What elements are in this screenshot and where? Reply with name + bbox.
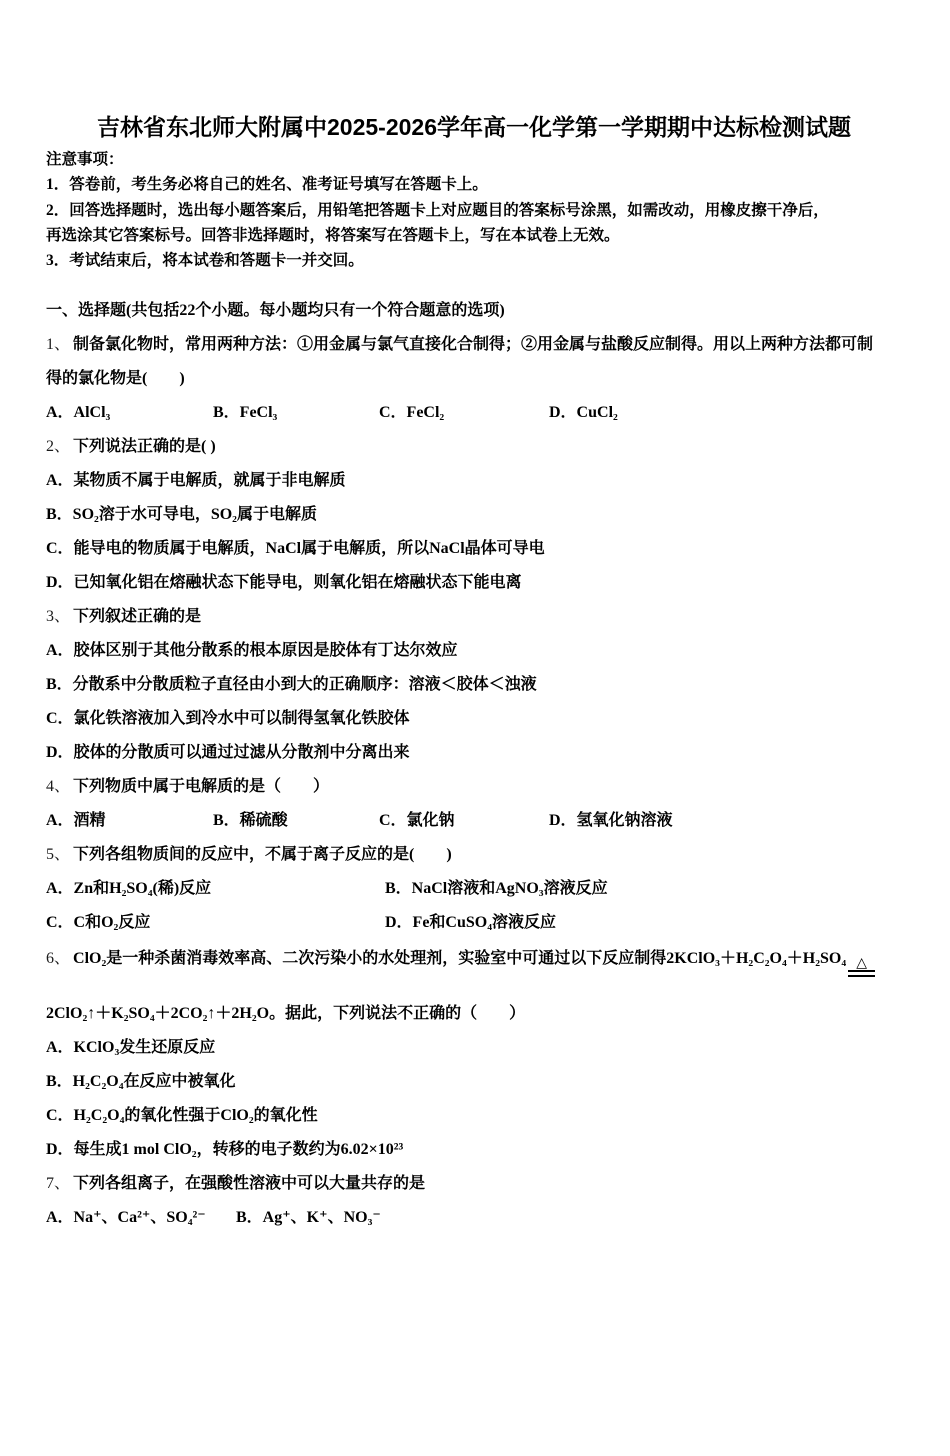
q7-options-row bbox=[46, 1201, 902, 1235]
q2-option-a bbox=[46, 464, 902, 498]
double-equals-line bbox=[848, 970, 875, 977]
q7-stem-text: 下列各组离子，在强酸性溶液中可以大量共存的是 bbox=[73, 1175, 426, 1193]
heating-delta-icon: △ bbox=[856, 956, 868, 972]
q3-option-d bbox=[46, 736, 902, 770]
q3-stem bbox=[46, 600, 902, 634]
q6-option-c-text: C．H₂C₂O₄的氧化性强于ClO₂的氧化性 bbox=[46, 1107, 318, 1125]
q4-stem bbox=[46, 770, 902, 804]
notice-item-2-line1: 2．回答选择题时，选出每小题答案后，用铅笔把答题卡上对应题目的答案标号涂黑，如需改动，用橡皮擦干净后， bbox=[46, 201, 829, 219]
q5-option-c: C．C和O₂反应 bbox=[46, 914, 151, 932]
q6-stem-text-line2: 2ClO₂↑＋K₂SO₄＋2CO₂↑＋2H₂O。据此，下列说法不正确的（ ） bbox=[46, 1005, 526, 1023]
q2-option-a-text: A．某物质不属于电解质，就属于非电解质 bbox=[46, 472, 346, 490]
q5-option-b: B．NaCl溶液和AgNO₃溶液反应 bbox=[385, 880, 608, 898]
q1-option-d: D．CuCl₂ bbox=[549, 404, 618, 422]
q4-option-d: D．氢氧化钠溶液 bbox=[549, 812, 673, 830]
q2-number: 2、 bbox=[46, 438, 71, 456]
q5-options-row-1 bbox=[46, 872, 902, 906]
q3-option-c-text: C．氯化铁溶液加入到冷水中可以制得氢氧化铁胶体 bbox=[46, 710, 410, 728]
notice-item-3: 3．考试结束后，将本试卷和答题卡一并交回。 bbox=[46, 252, 364, 270]
q6-option-b-text: B．H₂C₂O₄在反应中被氧化 bbox=[46, 1073, 236, 1091]
q2-option-d bbox=[46, 566, 902, 600]
q4-number: 4、 bbox=[46, 778, 71, 796]
q3-option-a bbox=[46, 634, 902, 668]
q3-option-a-text: A．胶体区别于其他分散系的根本原因是胶体有丁达尔效应 bbox=[46, 642, 458, 660]
q5-options-row-2 bbox=[46, 906, 902, 940]
notice-item-1: 1．答卷前，考生务必将自己的姓名、准考证号填写在答题卡上。 bbox=[46, 176, 488, 194]
q3-option-d-text: D．胶体的分散质可以通过过滤从分散剂中分离出来 bbox=[46, 744, 410, 762]
q6-option-a-text: A．KClO₃发生还原反应 bbox=[46, 1039, 216, 1057]
q4-option-c: C．氯化钠 bbox=[379, 812, 455, 830]
q1-option-c: C．FeCl₂ bbox=[379, 404, 445, 422]
q6-option-c bbox=[46, 1099, 902, 1133]
q3-number: 3、 bbox=[46, 608, 71, 626]
exam-page bbox=[0, 112, 950, 1235]
q2-option-c-text: C．能导电的物质属于电解质，NaCl属于电解质，所以NaCl晶体可导电 bbox=[46, 540, 545, 558]
q7-number: 7、 bbox=[46, 1175, 71, 1193]
section-1-heading: 一、选择题(共包括22个小题。每小题均只有一个符合题意的选项) bbox=[46, 302, 505, 320]
q7-option-b: B．Ag⁺、K⁺、NO₃⁻ bbox=[236, 1209, 381, 1227]
q2-option-d-text: D．已知氧化铝在熔融状态下能导电，则氧化铝在熔融状态下能电离 bbox=[46, 574, 522, 592]
q2-option-b-text: B．SO₂溶于水可导电，SO₂属于电解质 bbox=[46, 506, 317, 524]
q5-number: 5、 bbox=[46, 846, 71, 864]
q5-stem-text: 下列各组物质间的反应中，不属于离子反应的是( ) bbox=[73, 846, 452, 864]
q3-option-b-text: B．分散系中分散质粒子直径由小到大的正确顺序：溶液＜胶体＜浊液 bbox=[46, 676, 537, 694]
q4-stem-text: 下列物质中属于电解质的是（ ） bbox=[73, 778, 330, 796]
q3-option-c bbox=[46, 702, 902, 736]
q1-number: 1、 bbox=[46, 336, 71, 354]
q3-stem-text: 下列叙述正确的是 bbox=[73, 608, 202, 626]
q5-stem bbox=[46, 838, 902, 872]
q1-options-row bbox=[46, 396, 902, 430]
q6-option-d-text: D．每生成1 mol ClO₂，转移的电子数约为6.02×10²³ bbox=[46, 1141, 404, 1159]
q6-option-a bbox=[46, 1031, 902, 1065]
notice-heading: 注意事项： bbox=[46, 151, 124, 168]
q4-option-b: B．稀硫酸 bbox=[213, 812, 288, 830]
heating-condition-symbol bbox=[848, 957, 875, 977]
page-title: 吉林省东北师大附属中2025-2026学年高一化学第一学期期中达标检测试题 bbox=[97, 114, 851, 140]
q6-stem-text-line1: ClO₂是一种杀菌消毒效率高、二次污染小的水处理剂，实验室中可通过以下反应制得2KClO₃＋H₂C₂O₄＋H₂SO₄ bbox=[73, 950, 847, 968]
q7-stem bbox=[46, 1167, 902, 1201]
q2-stem bbox=[46, 430, 902, 464]
q7-option-a: A．Na⁺、Ca²⁺、SO₄²⁻ bbox=[46, 1209, 206, 1227]
q5-option-a: A．Zn和H₂SO₄(稀)反应 bbox=[46, 880, 212, 898]
q1-stem-line1 bbox=[46, 328, 902, 362]
q1-stem-line2 bbox=[46, 362, 902, 396]
q1-option-a: A．AlCl₃ bbox=[46, 404, 111, 422]
q5-option-d: D．Fe和CuSO₄溶液反应 bbox=[385, 914, 557, 932]
q1-option-b: B．FeCl₃ bbox=[213, 404, 278, 422]
q6-number: 6、 bbox=[46, 950, 71, 968]
q6-stem-line2 bbox=[46, 997, 902, 1031]
q2-option-b bbox=[46, 498, 902, 532]
q4-options-row bbox=[46, 804, 902, 838]
q6-option-d bbox=[46, 1133, 902, 1167]
q1-stem-text-line2: 得的氯化物是( ) bbox=[46, 370, 185, 388]
q2-option-c bbox=[46, 532, 902, 566]
notice-item-2-line2: 再选涂其它答案标号。回答非选择题时，将答案写在答题卡上，写在本试卷上无效。 bbox=[46, 226, 620, 244]
q3-option-b bbox=[46, 668, 902, 702]
q6-option-b bbox=[46, 1065, 902, 1099]
q1-stem-text-line1: 制备氯化物时，常用两种方法：①用金属与氯气直接化合制得；②用金属与盐酸反应制得。用以上两种方法都可制 bbox=[73, 336, 874, 354]
q2-stem-text: 下列说法正确的是( ) bbox=[73, 438, 216, 456]
q6-stem-line1 bbox=[46, 942, 902, 977]
q4-option-a: A．酒精 bbox=[46, 812, 106, 830]
